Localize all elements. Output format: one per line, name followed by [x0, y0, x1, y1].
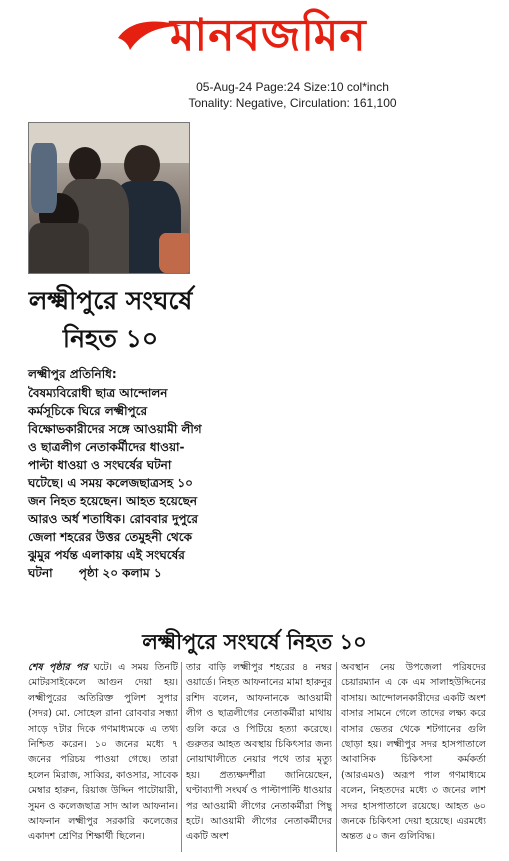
article-lead	[28, 384, 203, 582]
clipping-meta-tonality: Tonality: Negative, Circulation: 161,100	[188, 96, 397, 110]
article-headline: লক্ষ্মীপুরে সংঘর্ষে নিহত ১০	[28, 286, 193, 353]
continuation-column-3: অবস্থান নেয় উপজেলা পরিষদের চেয়ারম্যান এ কে এম সালাহউদ্দিনের বাসায়। আন্দোলনকারীদের একটি অংশ বাসার সামনে গেলে তাদের লক্ষ্য করে বাসার ভেতর থেকে শটগানের গুলি ছোড়া হয়। লক্ষ্মীপুর সদর হাসপাতালে আবাসিক চিকিৎসা কর্মকর্তা (আরএমও) অরূপ পাল গণমাধ্যমে বলেন, নিহতদের মধ্যে ৩ জনের লাশ সদর হাসপাতালে রয়েছে। আহত ৬০ জনকে চিকিৎসা দেয়া হয়েছে। এরমধ্যে অন্তত ৫০ জন গুলিবিদ্ধ।	[341, 662, 486, 843]
masthead	[0, 0, 509, 78]
continued-label: শেষ পৃষ্ঠার পর	[28, 662, 88, 673]
continued-reference: পৃষ্ঠা ২০ কলাম ১	[78, 566, 162, 580]
clipping-meta-date-size: 05-Aug-24 Page:24 Size:10 col*inch	[196, 80, 389, 94]
column-divider	[181, 662, 182, 852]
continuation-column-1	[28, 660, 178, 855]
continuation-column-2: তার বাড়ি লক্ষ্মীপুর শহরের ৪ নম্বর ওয়ার্ডে। নিহত আফনানের মামা হারুনুর রশিদ বলেন, আফনানকে আওয়ামী লীগ ও ছাত্রলীগের নেতাকর্মীরা মাথায় গুলি করে ও পিটিয়ে হত্যা করেছে। গুরুতর আহত অবস্থায় চিকিৎসার জন্য নোয়াখালীতে নেয়ার পথে তার মৃত্যু হয়। প্রত্যক্ষদর্শীরা জানিয়েছেন, ঘণ্টাব্যাপী সংঘর্ষ ও পাল্টাপাল্টি ধাওয়ার পর আওয়ামী লীগের নেতাকর্মীরা পিছু হটে। আওয়ামী লীগের নেতাকর্মীদের একটি অংশ	[186, 662, 332, 843]
news-photo	[28, 122, 190, 274]
newspaper-logo: মানবজমিন	[170, 10, 367, 61]
column-1-text: ঘটে। এ সময় তিনটি মোটরসাইকেলে আগুন দেয়া হয়। লক্ষ্মীপুরের অতিরিক্ত পুলিশ সুপার (সদর) মো. সোহেল রানা রোববার সন্ধ্যা সাড়ে ৭টার দিকে গণমাধ্যমকে এ তথ্য নিশ্চিত করেন। ১০ জনের মধ্যে ৭ জনের পরিচয় পাওয়া গেছে। তারা হলেন মিরাজ, সাব্বির, কাওসার, সাবেক মেম্বার হারুন, রিয়াজ উদ্দিন পাটোয়ারী, সুমন ও কলেজছাত্র সাদ আল আফনান। আফনান লক্ষ্মীপুর সরকারি কলেজের একাদশ শ্রেণির শিক্ষার্থী ছিলেন।	[28, 662, 178, 843]
column-divider	[336, 662, 337, 852]
article-byline: লক্ষ্মীপুর প্রতিনিধি:	[28, 367, 117, 381]
continuation-headline: লক্ষ্মীপুরে সংঘর্ষে নিহত ১০	[142, 630, 367, 654]
lead-text: বৈষম্যবিরোধী ছাত্র আন্দোলন কর্মসূচিকে ঘিরে লক্ষ্মীপুরে বিক্ষোভকারীদের সঙ্গে আওয়ামী লীগ ও ছাত্রলীগ নেতাকর্মীদের ধাওয়া-পাল্টা ধাওয়া ও সংঘর্ষের ঘটনা ঘটেছে। এ সময় কলেজছাত্রসহ ১০ জন নিহত হয়েছেন। আহত হয়েছেন আরও অর্ধ শতাধিক। রোববার দুপুরে জেলা শহরের উত্তর তেমুহনী থেকে ঝুমুর পর্যন্ত এলাকায় এই সংঘর্ষের ঘটনা	[28, 386, 202, 580]
